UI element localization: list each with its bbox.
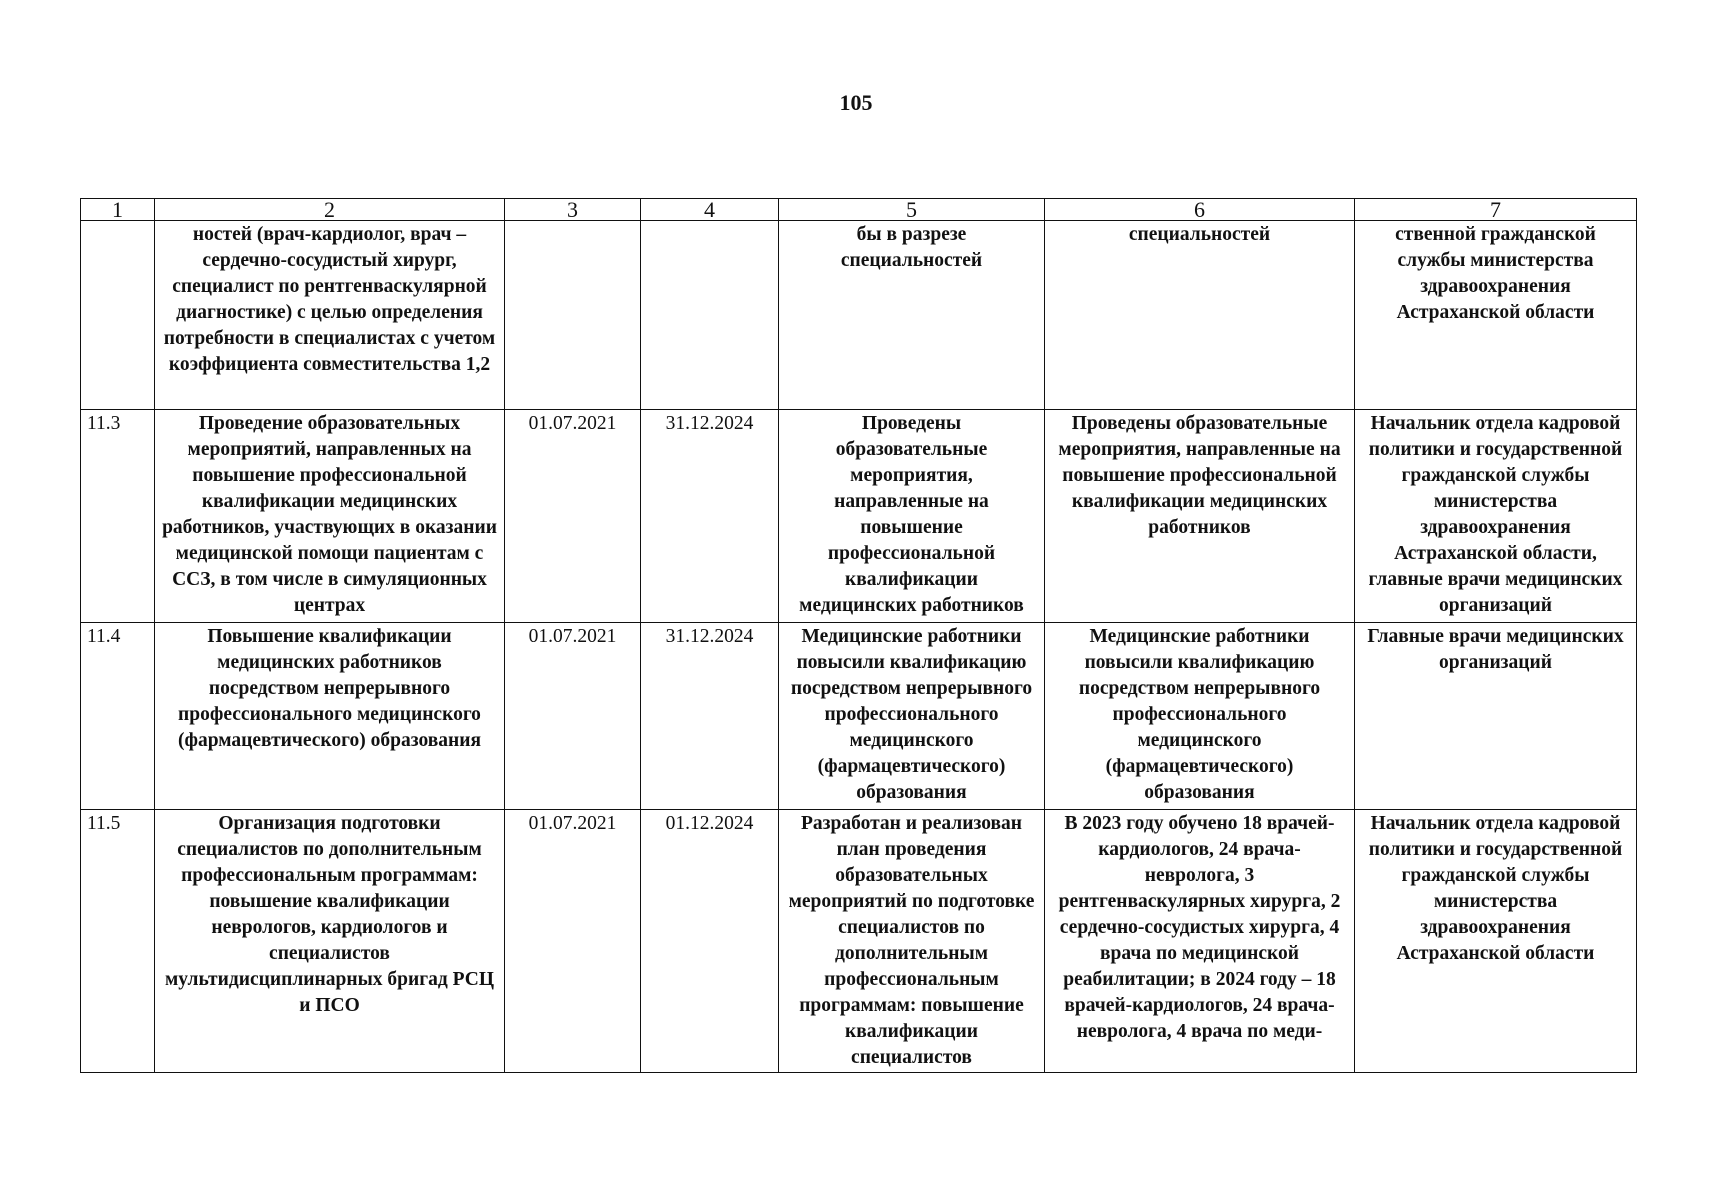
plan-table	[80, 198, 1637, 1073]
activity-cell: Повышение квалификации медицинских работников посредством непрерывного профессионального медицинского (фармацевтического) образования	[155, 623, 505, 810]
table-row	[81, 221, 1637, 410]
indicator-cell: Проведены образовательные мероприятия, направленные на повышение профессиональной квалификации медицинских работников	[1045, 410, 1355, 623]
table-row	[81, 810, 1637, 1073]
activity-cell: ностей (врач-кардиолог, врач – сердечно-сосудистый хирург, специалист по рентгенваскулярной диагностике) с целью определения потребности в специалистах с учетом коэффициента совместительства 1,2	[155, 221, 505, 410]
end-date-cell: 31.12.2024	[641, 623, 779, 810]
start-date-cell	[505, 221, 641, 410]
column-header-1: 1	[81, 199, 155, 221]
responsible-cell: Начальник отдела кадровой политики и государственной гражданской службы министерства здравоохранения Астраханской области	[1355, 810, 1637, 1073]
result-cell: Проведены образовательные мероприятия, направленные на повышение профессиональной квалификации медицинских работников	[779, 410, 1045, 623]
indicator-cell: В 2023 году обучено 18 врачей-кардиологов, 24 врача-невролога, 3 рентгенваскулярных хирурга, 2 сердечно-сосудистых хирурга, 4 врача по медицинской реабилитации; в 2024 году – 18 врачей-кардиологов, 24 врача-невролога, 4 врача по меди-	[1045, 810, 1355, 1073]
indicator-cell: Медицинские работники повысили квалификацию посредством непрерывного профессионального медицинского (фармацевтического) образования	[1045, 623, 1355, 810]
column-header-4: 4	[641, 199, 779, 221]
row-number: 11.3	[81, 410, 155, 623]
start-date-cell: 01.07.2021	[505, 623, 641, 810]
header-row	[81, 199, 1637, 221]
activity-cell: Проведение образовательных мероприятий, направленных на повышение профессиональной квалификации медицинских работников, участвующих в оказании медицинской помощи пациентам с ССЗ, в том числе в симуляционных центрах	[155, 410, 505, 623]
start-date-cell: 01.07.2021	[505, 810, 641, 1073]
result-cell: бы в разрезе специальностей	[779, 221, 1045, 410]
row-number: 11.5	[81, 810, 155, 1073]
start-date-cell: 01.07.2021	[505, 410, 641, 623]
result-cell: Медицинские работники повысили квалификацию посредством непрерывного профессионального медицинского (фармацевтического) образования	[779, 623, 1045, 810]
responsible-cell: Главные врачи медицинских организаций	[1355, 623, 1637, 810]
activity-cell: Организация подготовки специалистов по дополнительным профессиональным программам: повышение квалификации неврологов, кардиологов и специалистов мультидисциплинарных бригад РСЦ и ПСО	[155, 810, 505, 1073]
column-header-7: 7	[1355, 199, 1637, 221]
end-date-cell	[641, 221, 779, 410]
column-header-6: 6	[1045, 199, 1355, 221]
page-number: 105	[839, 90, 873, 115]
column-header-5: 5	[779, 199, 1045, 221]
table-row	[81, 623, 1637, 810]
row-number	[81, 221, 155, 410]
row-number: 11.4	[81, 623, 155, 810]
table-row	[81, 410, 1637, 623]
responsible-cell: ственной гражданской службы министерства здравоохранения Астраханской области	[1355, 221, 1637, 410]
end-date-cell: 01.12.2024	[641, 810, 779, 1073]
responsible-cell: Начальник отдела кадровой политики и государственной гражданской службы министерства здравоохранения Астраханской области, главные врачи медицинских организаций	[1355, 410, 1637, 623]
result-cell: Разработан и реализован план проведения образовательных мероприятий по подготовке специалистов по дополнительным профессиональным программам: повышение квалификации специалистов	[779, 810, 1045, 1073]
column-header-2: 2	[155, 199, 505, 221]
end-date-cell: 31.12.2024	[641, 410, 779, 623]
indicator-cell: специальностей	[1045, 221, 1355, 410]
column-header-3: 3	[505, 199, 641, 221]
